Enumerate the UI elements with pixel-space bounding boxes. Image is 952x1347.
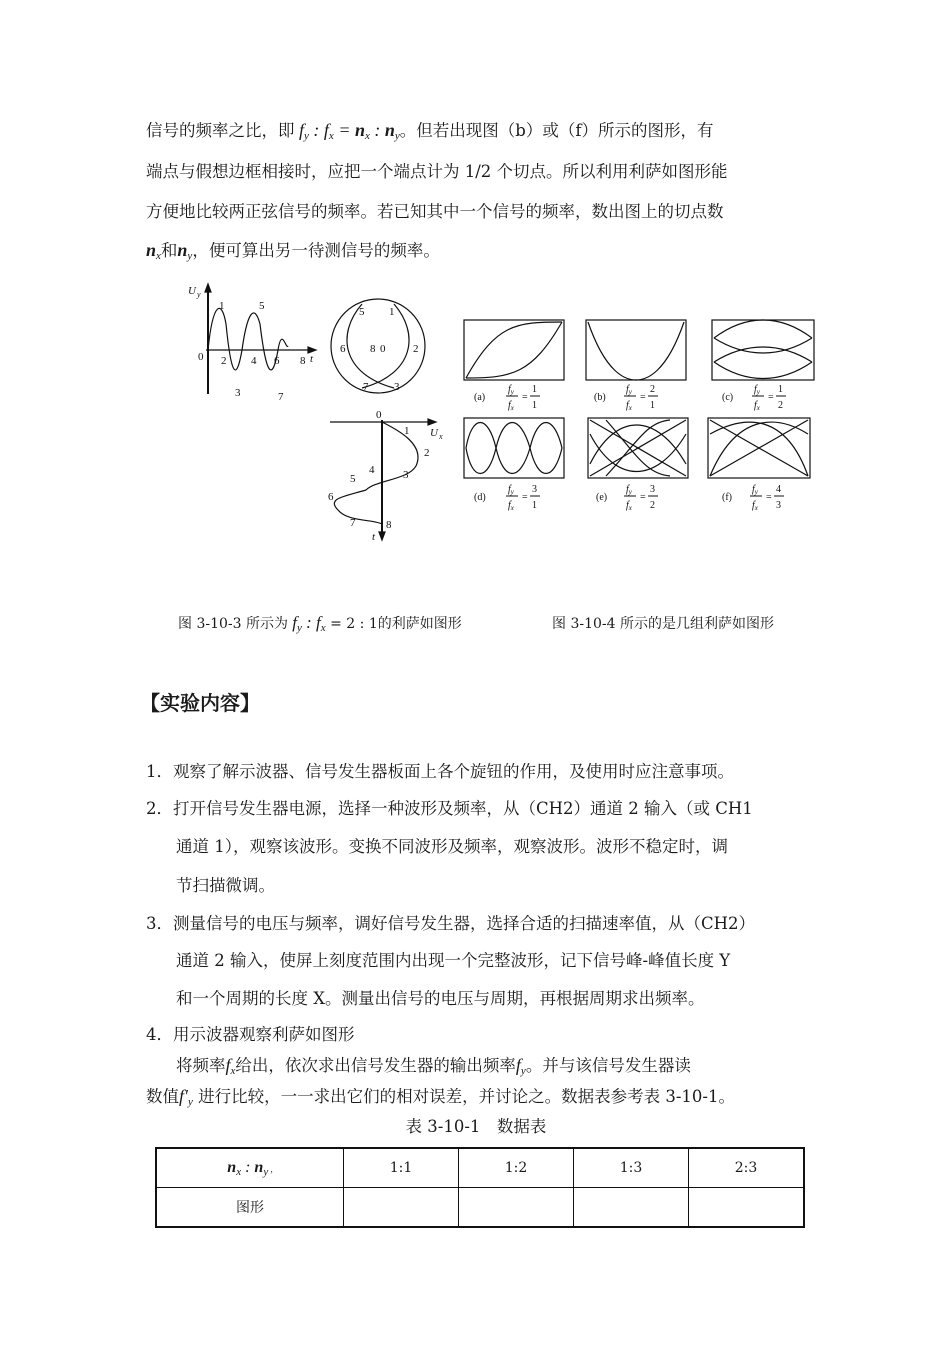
table-row — [156, 1148, 804, 1188]
panel-e — [588, 418, 688, 478]
svg-text:6: 6 — [274, 355, 280, 367]
figure-svg — [176, 284, 826, 554]
svg-text:=: = — [522, 492, 528, 503]
svg-text:5: 5 — [350, 473, 356, 485]
svg-text:t: t — [310, 353, 314, 365]
svg-text:1: 1 — [778, 384, 783, 395]
svg-text:=: = — [640, 392, 646, 403]
svg-text:7: 7 — [278, 391, 284, 403]
svg-text:6: 6 — [340, 343, 346, 355]
svg-text:3: 3 — [650, 484, 655, 495]
table-title: 表 3-10-1 数据表 — [405, 1117, 547, 1136]
lower-wave-labels — [328, 409, 443, 543]
paragraph-line-1: 将频率$f_x$给出，依次求出信号发生器的输出频率$f_y$。并与该信号发生器读 — [176, 1055, 691, 1077]
svg-text:3: 3 — [394, 381, 400, 393]
list-item-2-cont: 通道 1），观察该波形。变换不同波形及频率，观察波形。波形不稳定时，调 — [176, 837, 728, 856]
intro-text: 信号的频率之比，即 — [146, 121, 295, 140]
svg-text:=: = — [768, 392, 774, 403]
table-row — [156, 1188, 804, 1228]
svg-text:3: 3 — [403, 469, 409, 481]
svg-text:1: 1 — [532, 384, 537, 395]
row-label-cell: 图形 — [156, 1188, 344, 1228]
caption-left: 图 3-10-3 所示为 $f_y$ : $f_x = 2$ : 1的利萨如图形 — [178, 613, 462, 634]
svg-text:fy: $f_y$ — [626, 384, 632, 396]
header-cell: 1:2 — [459, 1148, 574, 1188]
svg-text:7: 7 — [363, 381, 369, 393]
panel-d — [464, 418, 564, 478]
svg-text:1: 1 — [389, 306, 395, 318]
svg-text:2: 2 — [221, 355, 227, 367]
svg-text:1: 1 — [404, 425, 410, 437]
svg-text:3: 3 — [235, 387, 241, 399]
svg-text:t: t — [372, 531, 376, 543]
table-cell — [689, 1188, 805, 1228]
svg-text:1: 1 — [532, 500, 537, 511]
intro-line-3: 方便地比较两正弦信号的频率。若已知其中一个信号的频率，数出图上的切点数 — [146, 202, 724, 221]
intro-line-4: $n_x$和$n_y$，便可算出另一待测信号的频率。 — [146, 240, 440, 262]
svg-text:fy: $f_y$ — [508, 384, 514, 396]
svg-text:2: 2 — [650, 500, 655, 511]
lower-wave-diagram — [330, 419, 436, 540]
svg-text:1: 1 — [219, 300, 225, 312]
list-item-2-cont: 节扫描微调。 — [176, 876, 275, 895]
svg-text:U: U — [188, 285, 196, 297]
intro-line-2: 端点与假想边框相接时，应把一个端点计为 1/2 个切点。所以利用利萨如图形能 — [146, 162, 728, 181]
header-cell: 1:3 — [574, 1148, 689, 1188]
svg-text:=: = — [522, 392, 528, 403]
svg-text:4: 4 — [369, 464, 375, 476]
symbol-ny: $n_y$ — [177, 240, 193, 262]
sine-labels — [188, 285, 314, 403]
svg-text:fx: $f_x$ — [626, 400, 632, 412]
svg-text:fy: $f_y$ — [626, 484, 632, 496]
svg-text:2: 2 — [778, 400, 783, 411]
list-item-3: 3．测量信号的电压与频率，调好信号发生器，选择合适的扫描速率值，从（CH2） — [146, 914, 756, 933]
svg-text:1: 1 — [532, 400, 537, 411]
panel-f — [708, 418, 810, 478]
svg-text:fy: $f_y$ — [754, 384, 760, 396]
intro-text: 。但若出现图（b）或（f）所示的图形，有 — [399, 121, 714, 140]
svg-text:4: 4 — [776, 484, 781, 495]
svg-text:(e): (e) — [596, 492, 608, 503]
svg-text:(b): (b) — [594, 392, 606, 403]
svg-text:y: y — [197, 290, 201, 299]
svg-text:2: 2 — [413, 343, 419, 355]
data-table — [155, 1147, 805, 1228]
svg-text:=: = — [640, 492, 646, 503]
svg-text:=: = — [766, 492, 772, 503]
header-cell: 1:1 — [344, 1148, 459, 1188]
svg-text:5: 5 — [259, 300, 265, 312]
symbol-nx: $n_x$ — [146, 240, 161, 262]
svg-text:1: 1 — [650, 400, 655, 411]
formula-fy-fx-nx-ny: $f_y$ : $f_x = n_x$ : $n_y$ — [299, 120, 400, 142]
svg-text:0: 0 — [198, 351, 204, 363]
svg-text:fx: $f_x$ — [626, 500, 632, 512]
svg-text:fx: $f_x$ — [752, 500, 758, 512]
svg-text:fx: $f_x$ — [508, 500, 514, 512]
svg-text:fx: $f_x$ — [754, 400, 760, 412]
table-cell — [459, 1188, 574, 1228]
list-item-2: 2．打开信号发生器电源，选择一种波形及频率，从（CH2）通道 2 输入（或 CH1 — [146, 799, 753, 818]
svg-text:(c): (c) — [722, 392, 734, 403]
svg-text:2: 2 — [650, 384, 655, 395]
svg-text:(d): (d) — [474, 492, 486, 503]
svg-text:(a): (a) — [474, 392, 486, 403]
table-cell — [574, 1188, 689, 1228]
svg-text:7: 7 — [350, 517, 356, 529]
list-item-3-cont: 和一个周期的长度 X。测量出信号的电压与周期，再根据周期求出频率。 — [176, 989, 705, 1008]
svg-text:4: 4 — [251, 355, 257, 367]
svg-text:3: 3 — [776, 500, 781, 511]
svg-text:x: x — [439, 432, 443, 441]
list-item-3-cont: 通道 2 输入，使屏上刻度范围内出现一个完整波形，记下信号峰-峰值长度 Y — [176, 951, 731, 970]
caption-right: 图 3-10-4 所示的是几组利萨如图形 — [552, 616, 774, 632]
panel-c — [712, 320, 814, 380]
panel-a — [464, 320, 564, 380]
paragraph-line-2: 数值$f'_y$ 进行比较，一一求出它们的相对误差，并讨论之。数据表参考表 3-10-1。 — [146, 1086, 735, 1108]
header-cell: 2:3 — [689, 1148, 805, 1188]
svg-text:8: 8 — [370, 343, 376, 355]
svg-text:8: 8 — [300, 355, 306, 367]
svg-text:U: U — [430, 427, 438, 439]
svg-text:0: 0 — [376, 409, 382, 421]
panel-b — [586, 320, 686, 380]
svg-text:8: 8 — [386, 519, 392, 531]
svg-text:5: 5 — [359, 306, 365, 318]
list-item-4: 4．用示波器观察利萨如图形 — [146, 1025, 355, 1044]
svg-text:3: 3 — [532, 484, 537, 495]
svg-text:0: 0 — [380, 343, 386, 355]
svg-text:fy: $f_y$ — [752, 484, 758, 496]
header-cell-ratio: $n_x$ : $n_y$ , — [156, 1148, 344, 1188]
list-item-1: 1．观察了解示波器、信号发生器板面上各个旋钮的作用，及使用时应注意事项。 — [146, 762, 734, 781]
intro-line-1 — [146, 117, 816, 142]
table-cell — [344, 1188, 459, 1228]
svg-text:2: 2 — [424, 447, 430, 459]
svg-text:fy: $f_y$ — [508, 484, 514, 496]
svg-text:6: 6 — [328, 491, 334, 503]
svg-text:(f): (f) — [722, 492, 732, 503]
section-title: 【实验内容】 — [140, 691, 260, 715]
svg-text:fx: $f_x$ — [508, 400, 514, 412]
lissajous-figure — [176, 284, 826, 558]
